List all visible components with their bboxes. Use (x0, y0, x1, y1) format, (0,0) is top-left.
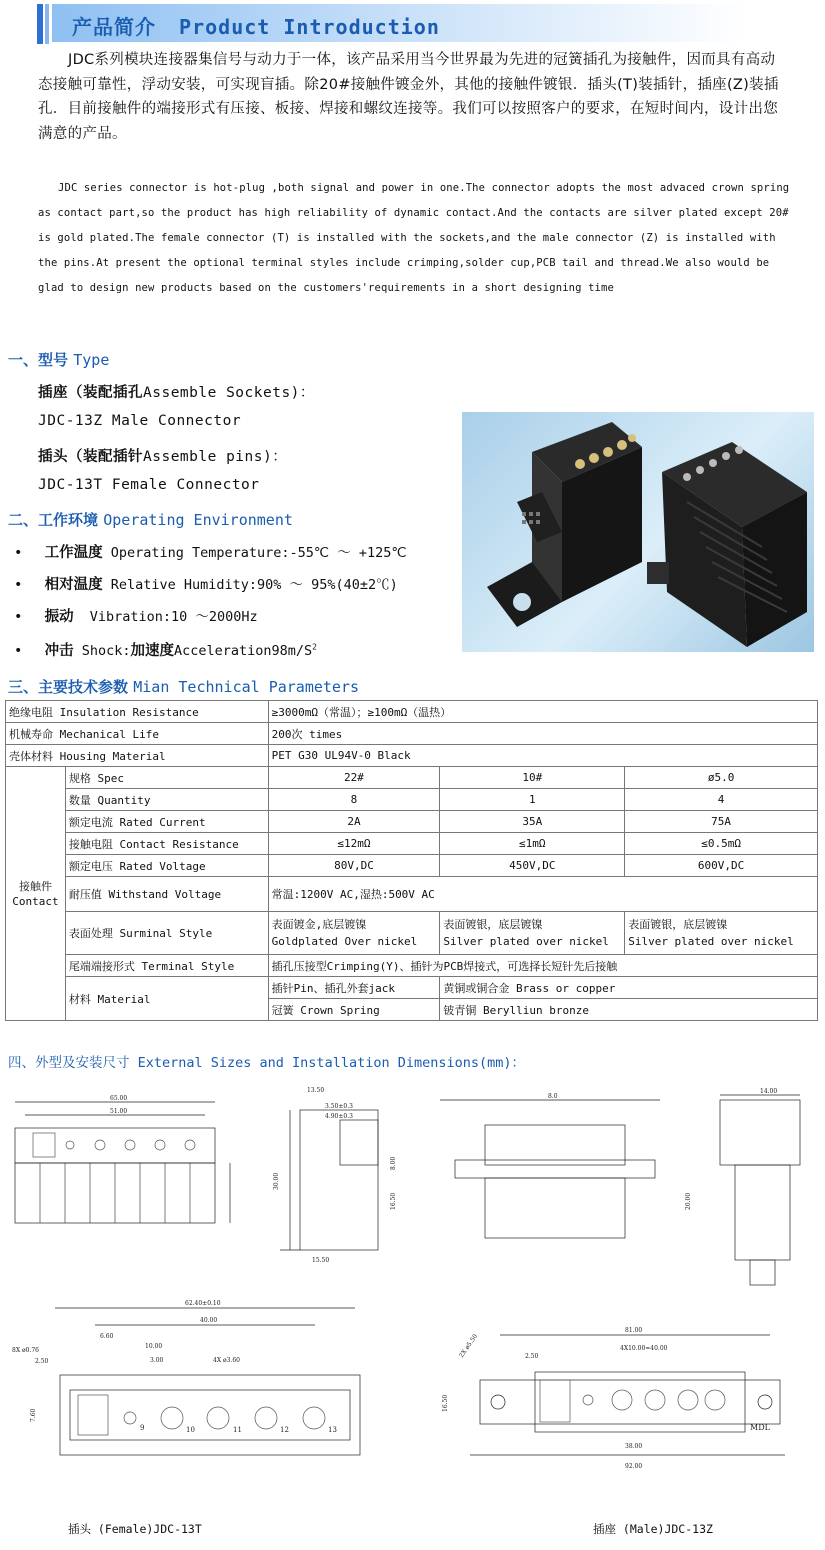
table-cell-value: 80V,DC (268, 855, 440, 877)
product-photo (462, 412, 814, 652)
pin-label-10: 10 (186, 1426, 195, 1434)
params-heading (8, 676, 359, 697)
table-cell-value: 200次 times (268, 723, 817, 745)
dim-9200: 92.00 (625, 1463, 643, 1470)
params-heading-cn: 三、主要技术参数 (8, 678, 129, 696)
dim-800: 8.00 (390, 1156, 397, 1170)
pins-en: Assemble pins)： (143, 449, 288, 465)
table-cell-value: 插针Pin、插孔外套jack (268, 977, 440, 999)
table-cell-value: ≤12mΩ (268, 833, 440, 855)
table-row (6, 977, 818, 999)
spec-table (5, 700, 818, 1021)
bullet-icon: • (14, 643, 23, 659)
drawing-male-side (440, 1093, 660, 1238)
mdl-mark: MDL (750, 1423, 770, 1432)
intro-english-text: JDC series connector is hot-plug ,both signal and power in one.The connector adopts the most advaced crown spring as contact part,so the product has high reliability of dynamic contact.And the contacts are silver plated except 20# is gold plated.The female connector (T) is installed with the sockets,and the male connector (Z) is installed with the pins.At present the optional terminal styles include crimping,solder cup,PCB tail and thread.We also would be glad to design new products based on the customers'requirements in a short designing time (38, 182, 790, 294)
table-row (6, 877, 818, 912)
accel-en: Acceleration98m/S (174, 643, 313, 659)
table-cell-value: 600V,DC (625, 855, 818, 877)
sockets-cn: 插座（装配插孔 (38, 385, 143, 401)
accel-sup: 2 (312, 642, 317, 652)
table-cell-value: 常温:1200V AC,湿热:500V AC (268, 877, 817, 912)
dimension-drawings (0, 1075, 825, 1515)
contact-group-cell (6, 767, 66, 1021)
drawing-female-top (12, 1300, 360, 1455)
table-cell-value: 插孔压接型Crimping(Y)、插针为PCB焊接式，可选择长短针先后接触 (268, 955, 817, 977)
table-row (6, 723, 818, 745)
table-row (6, 701, 818, 723)
table-cell-label: 表面处理 Surminal Style (65, 912, 268, 955)
caption-female-text: 插头 (Female)JDC-13T (68, 1522, 202, 1536)
env-item-en: Shock: (81, 643, 131, 659)
surface-cn: 表面镀银，底层镀镍 (628, 918, 728, 931)
env-item-en: Operating Temperature:-55℃ ～ +125℃ (110, 545, 407, 561)
table-row (6, 745, 818, 767)
table-row (6, 912, 818, 955)
type-heading-cn: 一、型号 (8, 351, 69, 369)
header-accent-bar (37, 4, 43, 44)
table-cell-value: ø5.0 (625, 767, 818, 789)
env-item-en: Relative Humidity:90% ～ 95%(40±2℃) (110, 577, 398, 593)
header-accent-bar-light (45, 4, 49, 44)
env-item-temperature (14, 541, 407, 562)
env-item-cn: 振动 (44, 609, 74, 625)
env-item-humidity (14, 573, 398, 594)
table-cell-value: ≤0.5mΩ (625, 833, 818, 855)
env-heading (8, 509, 293, 530)
sockets-en: Assemble Sockets)： (143, 385, 315, 401)
env-item-en: Vibration:10 ～2000Hz (89, 609, 258, 625)
drawing-male-top (442, 1327, 785, 1470)
dim-380: 38.00 (625, 1443, 643, 1450)
caption-male-text: 插座 (Male)JDC-13Z (593, 1522, 713, 1536)
table-cell-label: 额定电压 Rated Voltage (65, 855, 268, 877)
bullet-icon: • (14, 609, 23, 625)
table-cell-value: ≤1mΩ (440, 833, 625, 855)
surface-cn: 表面镀金,底层镀镍 (271, 918, 367, 931)
table-cell-value: 22# (268, 767, 440, 789)
env-item-cn: 相对温度 (44, 577, 103, 593)
surface-en: Silver plated over nickel (628, 935, 794, 948)
dim-4x360: 4X ø3.60 (213, 1357, 240, 1364)
dim-51: 51.00 (110, 1108, 128, 1115)
table-cell-label: 规格 Spec (65, 767, 268, 789)
table-cell-value: 8 (268, 789, 440, 811)
sizes-heading-text: 四、外型及安装尺寸 External Sizes and Installation Dimensions(mm)： (8, 1055, 526, 1071)
table-cell-value: 450V,DC (440, 855, 625, 877)
table-row (6, 855, 818, 877)
dim-6240: 62.40±0.10 (185, 1300, 221, 1307)
table-cell-value: 35A (440, 811, 625, 833)
female-connector-image (487, 422, 642, 627)
table-row (6, 811, 818, 833)
dim-1350: 13.50 (307, 1087, 325, 1094)
dim-250-male: 2.50 (525, 1353, 539, 1360)
table-cell-value: 铍青铜 Berylliun bronze (440, 999, 818, 1021)
table-cell-value: 10# (440, 767, 625, 789)
dim-1650: 16.50 (390, 1192, 397, 1210)
type-line-sockets (38, 381, 315, 402)
male-connector-model: JDC-13Z Male Connector (38, 413, 242, 429)
caption-female (68, 1521, 202, 1537)
drawing-end (685, 1088, 800, 1285)
dim-80: 8.0 (548, 1093, 558, 1100)
table-row (6, 833, 818, 855)
table-cell-label: 接触电阻 Contact Resistance (65, 833, 268, 855)
table-cell-value: 黄铜或铜合金 Brass or copper (440, 977, 818, 999)
dim-4110: 4X10.00=40.00 (620, 1345, 668, 1352)
connector-photo-illustration (462, 412, 814, 652)
pin-label-13: 13 (328, 1426, 337, 1434)
table-cell-label: 数量 Quantity (65, 789, 268, 811)
dim-250: 2.50 (35, 1358, 49, 1365)
table-cell-value (440, 912, 625, 955)
type-heading (8, 349, 109, 370)
table-cell-value: 75A (625, 811, 818, 833)
dim-8x076: 8X ø0.76 (12, 1347, 39, 1354)
intro-english (38, 176, 798, 301)
page-title (72, 11, 440, 40)
dim-3000: 30.00 (273, 1172, 280, 1190)
type-line-pins (38, 445, 287, 466)
table-cell-label: 尾端端接形式 Terminal Style (65, 955, 268, 977)
drawing-female-front (15, 1095, 230, 1223)
env-item-vibration (14, 605, 258, 626)
type-line-female (38, 477, 260, 493)
bullet-icon: • (14, 545, 23, 561)
dim-350: 3.50±0.3 (325, 1103, 353, 1110)
dim-490: 4.90±0.3 (325, 1113, 353, 1120)
table-cell-label: 耐压值 Withstand Voltage (65, 877, 268, 912)
table-row (6, 789, 818, 811)
intro-chinese (38, 48, 786, 146)
bullet-icon: • (14, 577, 23, 593)
surface-en: Silver plated over nickel (443, 935, 609, 948)
pin-label-11: 11 (233, 1426, 242, 1434)
table-cell-value: 冠簧 Crown Spring (268, 999, 440, 1021)
dim-1550: 15.50 (312, 1257, 330, 1264)
table-cell-value (625, 912, 818, 955)
accel-cn: 加速度 (130, 643, 174, 659)
table-cell-label: 绝缘电阻 Insulation Resistance (6, 701, 269, 723)
env-item-shock (14, 639, 317, 660)
dim-2x550: 2X ø5.50 (457, 1333, 480, 1360)
type-heading-en: Type (73, 351, 110, 369)
dim-660: 6.60 (100, 1333, 114, 1340)
dim-1400: 14.00 (760, 1088, 778, 1095)
table-cell-label: 额定电流 Rated Current (65, 811, 268, 833)
table-row (6, 767, 818, 789)
table-cell-label: 机械寿命 Mechanical Life (6, 723, 269, 745)
type-line-male (38, 413, 241, 429)
surface-cn: 表面镀银，底层镀镍 (443, 918, 543, 931)
dim-1000: 10.00 (145, 1343, 163, 1350)
contact-en: Contact (12, 894, 59, 908)
table-cell-label: 材料 Material (65, 977, 268, 1021)
env-item-cn: 冲击 (44, 643, 74, 659)
pin-label-12: 12 (280, 1426, 289, 1434)
env-heading-cn: 二、工作环境 (8, 511, 99, 529)
env-item-cn: 工作温度 (44, 545, 103, 561)
dim-760: 7.60 (30, 1408, 37, 1422)
dim-2000: 20.00 (685, 1192, 692, 1210)
params-heading-en: Mian Technical Parameters (133, 678, 360, 696)
sizes-heading (8, 1051, 525, 1071)
pins-cn: 插头（装配插针 (38, 449, 143, 465)
table-row (6, 955, 818, 977)
table-cell-value: PET G30 UL94V-0 Black (268, 745, 817, 767)
dim-4000: 40.00 (200, 1317, 218, 1324)
table-cell-value: 1 (440, 789, 625, 811)
table-cell-value: ≥3000mΩ（常温）；≥100mΩ（温热） (268, 701, 817, 723)
env-heading-en: Operating Environment (103, 511, 293, 529)
caption-male (593, 1521, 713, 1537)
table-cell-value: 2A (268, 811, 440, 833)
surface-en: Goldplated Over nickel (271, 935, 418, 948)
contact-cn: 接触件 (18, 879, 52, 893)
dim-65: 65.00 (110, 1095, 128, 1102)
table-cell-value: 4 (625, 789, 818, 811)
page-title-cn: 产品简介 (72, 15, 156, 39)
table-cell-value (268, 912, 440, 955)
male-connector-image (647, 442, 807, 647)
dim-8100: 81.00 (625, 1327, 643, 1334)
dim-1650-male: 16.50 (442, 1394, 449, 1412)
page-title-en: Product Introduction (179, 15, 440, 39)
table-cell-label: 壳体材料 Housing Material (6, 745, 269, 767)
dim-300: 3.00 (150, 1357, 164, 1364)
drawing-side (273, 1087, 397, 1264)
pin-label-9: 9 (140, 1424, 145, 1432)
intro-chinese-text: JDC系列模块连接器集信号与动力于一体，该产品采用当今世界最为先进的冠簧插孔为接触件，因而具有高动态接触可靠性，浮动安装，可实现盲插。除20#接触件镀金外，其他的接触件镀银．插头(T)装插针，插座(Z)装插孔．目前接触件的端接形式有压接、板接、焊接和螺纹连接等。我们可以按照客户的要求，在短时间内，设计出您满意的产品。 (38, 52, 779, 142)
female-connector-model: JDC-13T Female Connector (38, 477, 260, 493)
